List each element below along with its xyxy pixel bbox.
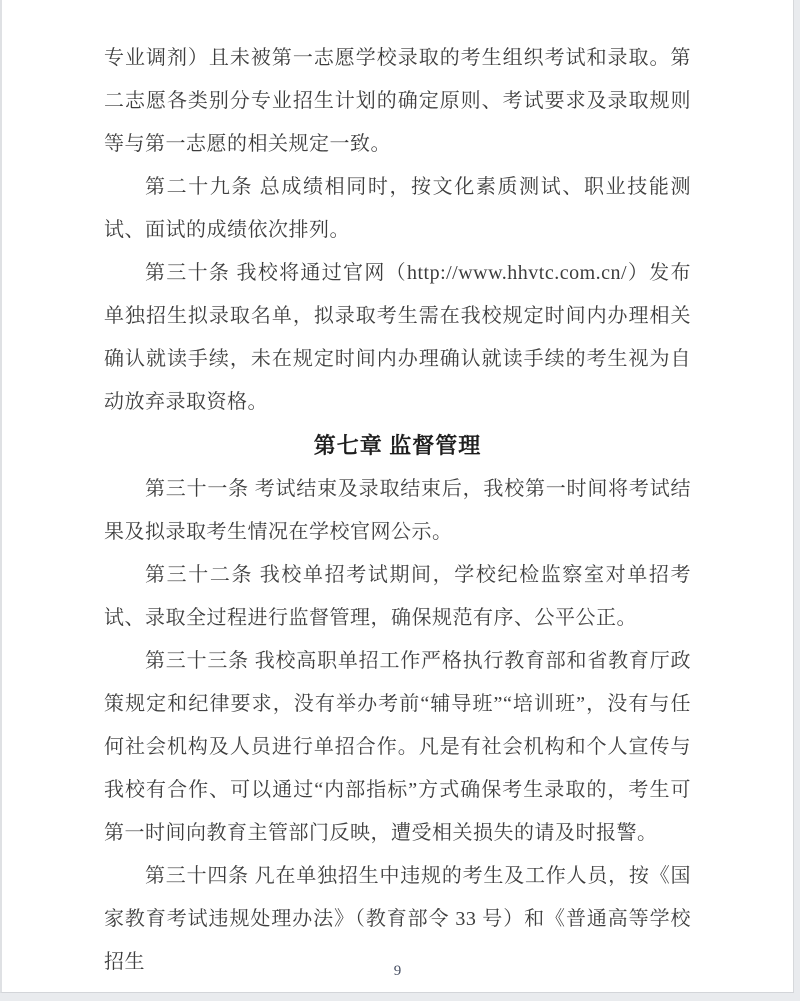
page-number: 9 (393, 963, 402, 979)
paragraph-article-29: 第二十九条 总成绩相同时，按文化素质测试、职业技能测试、面试的成绩依次排列。 (104, 176, 691, 241)
paragraph-article-33: 第三十三条 我校高职单招工作严格执行教育部和省教育厅政策规定和纪律要求，没有举办考前“辅导班”“培训班”，没有与任何社会机构及人员进行单招合作。凡是有社会机构和个人宣传与我校有合作、可以通过“内部指标”方式确保考生录取的，考生可第一时间向教育主管部门反映，遭受相关损失的请及时报警。 (104, 650, 691, 844)
paragraph-continuation: 专业调剂）且未被第一志愿学校录取的考生组织考试和录取。第二志愿各类别分专业招生计划的确定原则、考试要求及录取规则等与第一志愿的相关规定一致。 (104, 47, 691, 155)
chapter-heading: 第七章 监督管理 (313, 433, 482, 458)
paragraph-article-31: 第三十一条 考试结束及录取结束后，我校第一时间将考试结果及拟录取考生情况在学校官网公示。 (104, 478, 691, 543)
paragraph-article-32: 第三十二条 我校单招考试期间，学校纪检监察室对单招考试、录取全过程进行监督管理，确保规范有序、公平公正。 (104, 564, 691, 629)
paragraph-article-34: 第三十四条 凡在单独招生中违规的考生及工作人员，按《国家教育考试违规处理办法》（教育部令 33 号）和《普通高等学校招生 (104, 865, 691, 973)
paragraph-article-30: 第三十条 我校将通过官网（http://www.hhvtc.com.cn/）发布单独招生拟录取名单，拟录取考生需在我校规定时间内办理相关确认就读手续，未在规定时间内办理确认就读手续的考生视为自动放弃录取资格。 (104, 262, 691, 413)
page-body-text (104, 37, 691, 984)
